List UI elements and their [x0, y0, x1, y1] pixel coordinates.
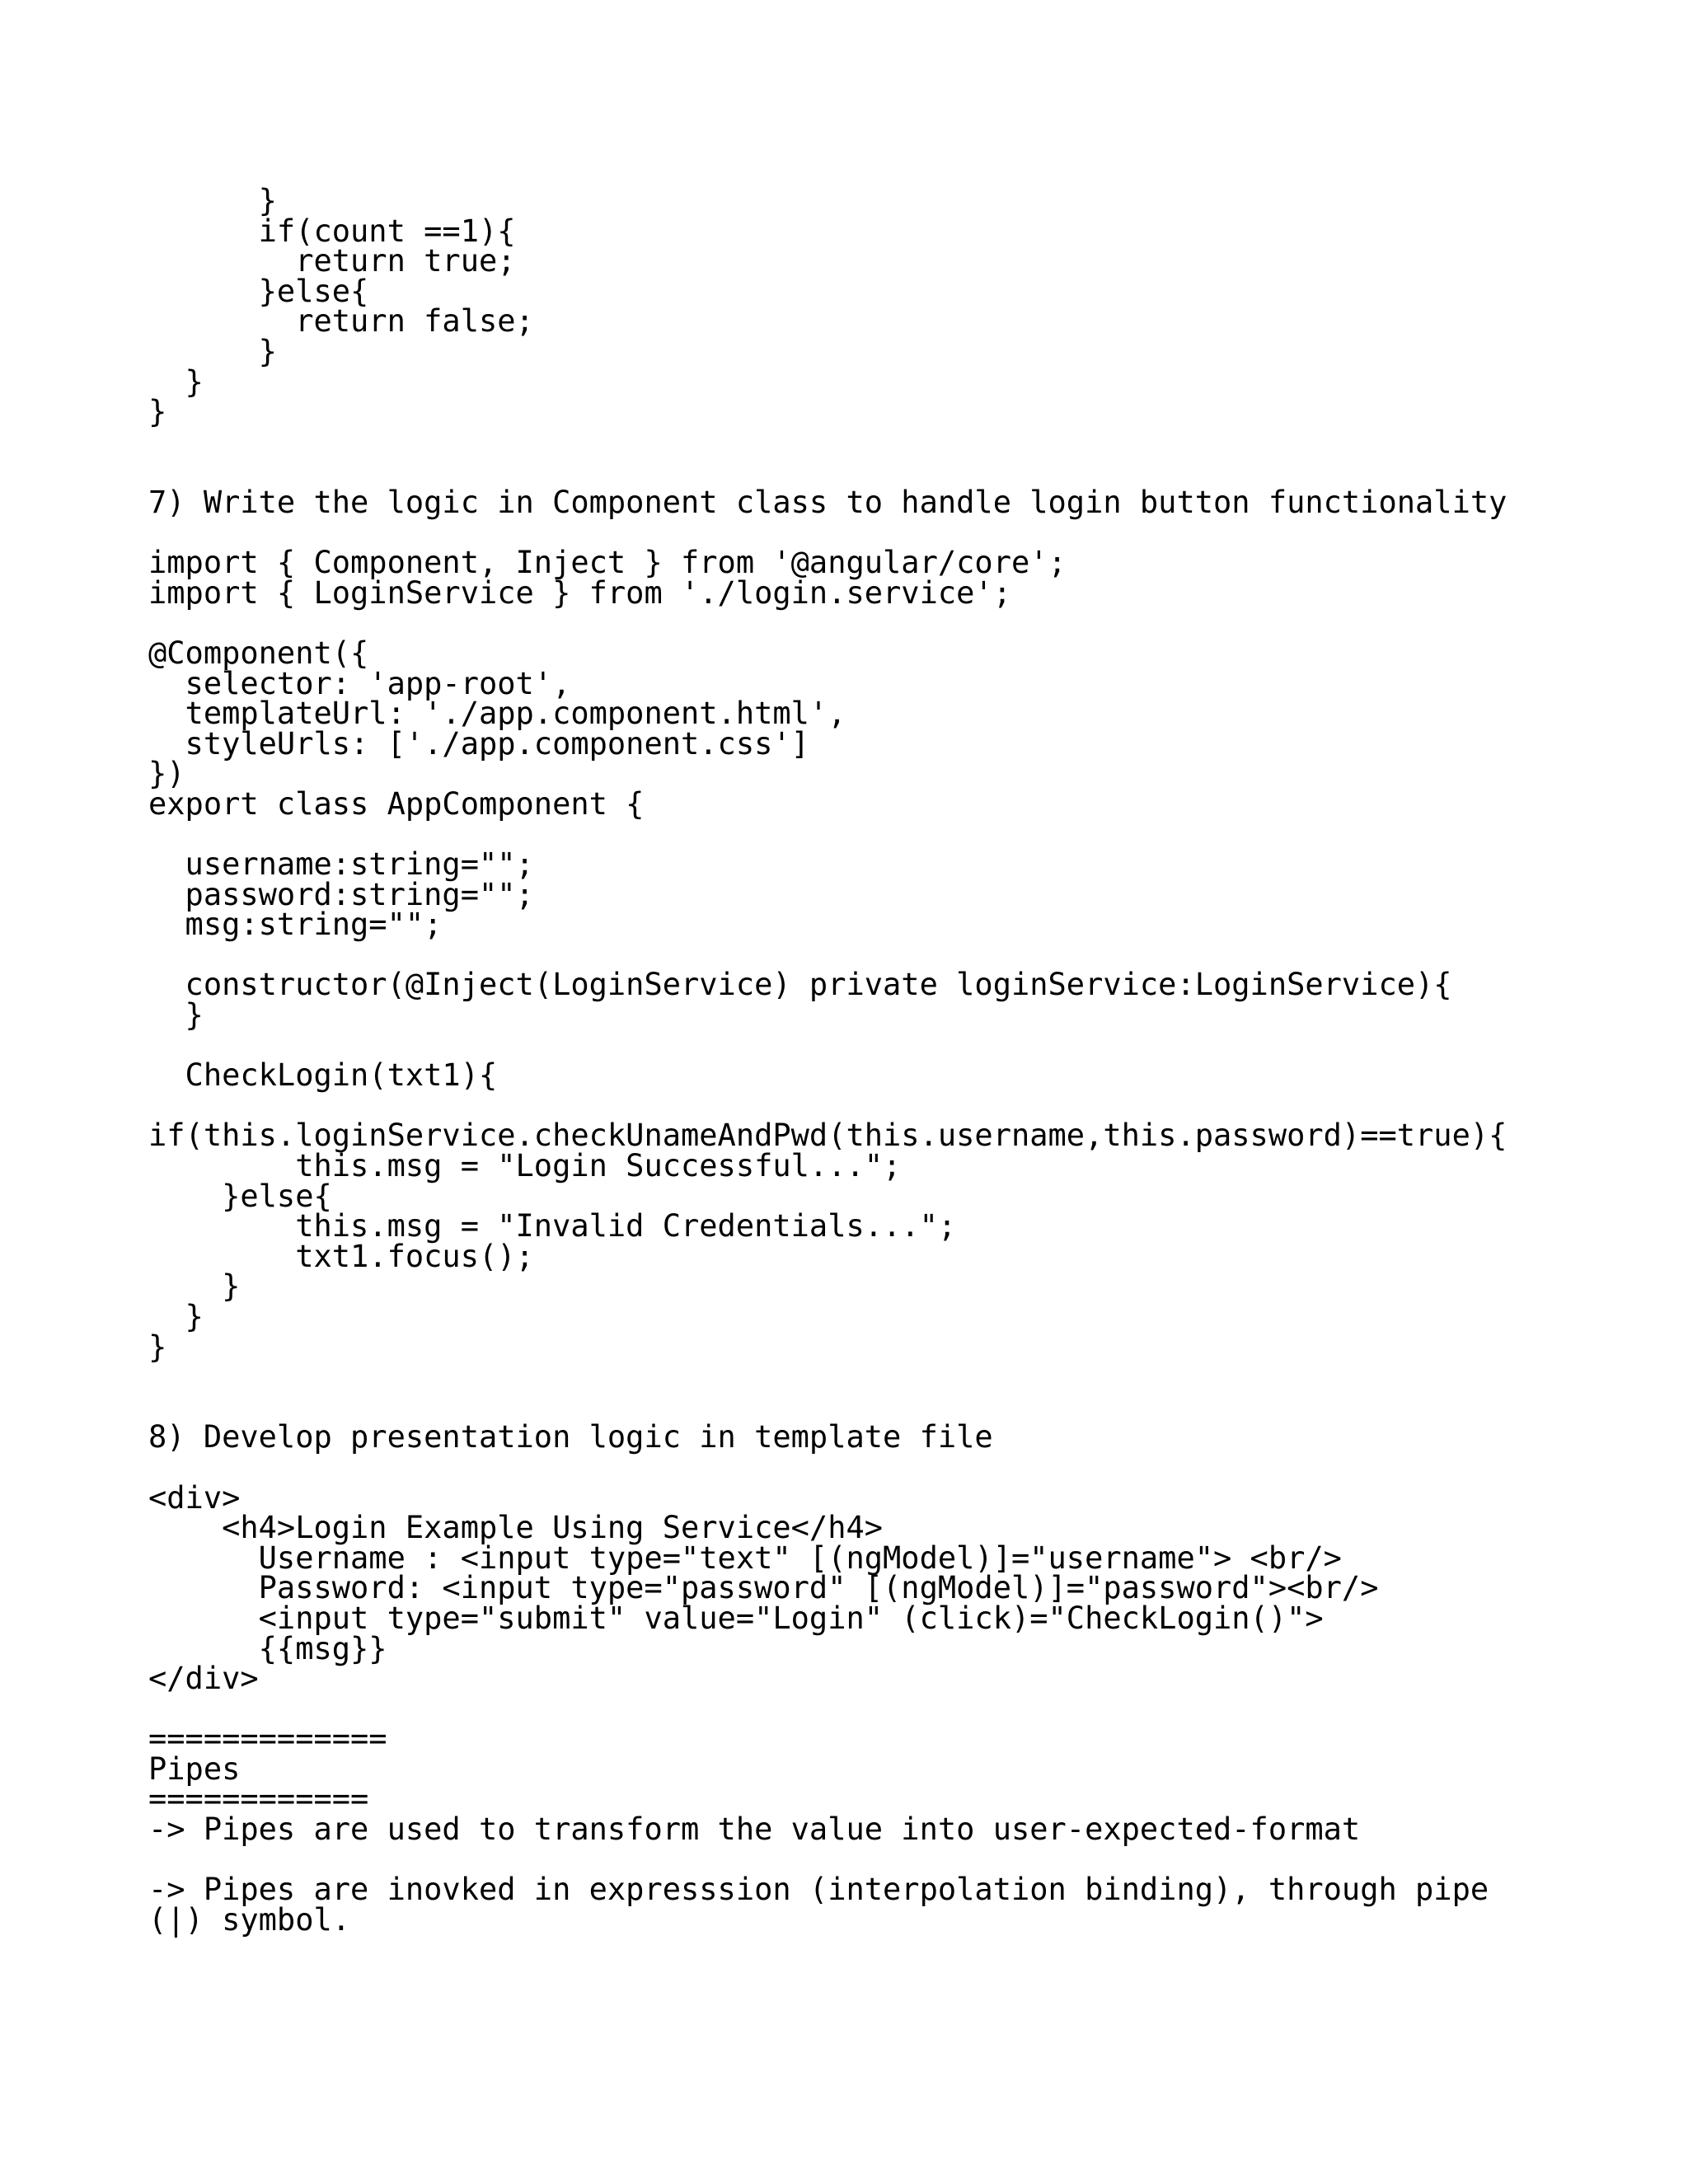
- blank-line: [148, 457, 1566, 488]
- code-line: return true;: [148, 243, 516, 279]
- code-line: txt1.focus();: [148, 1238, 534, 1274]
- divider-line: ============: [148, 1781, 369, 1817]
- blank-line: [148, 1091, 1566, 1122]
- code-line: }: [148, 183, 277, 218]
- code-line: constructor(@Inject(LoginService) private loginService:LoginService){: [148, 967, 1452, 1003]
- section-title-pipes: Pipes: [148, 1750, 241, 1787]
- blank-line: [148, 1453, 1566, 1483]
- code-line: return false;: [148, 303, 534, 340]
- code-line: this.msg = "Invalid Credentials...";: [148, 1208, 957, 1244]
- code-line: <h4>Login Example Using Service</h4>: [148, 1510, 884, 1546]
- blank-line: [148, 1845, 1566, 1876]
- divider-line: =============: [148, 1721, 387, 1757]
- code-line: <input type="submit" value="Login" (click)="CheckLogin()">: [148, 1600, 1324, 1636]
- code-line: {{msg}}: [148, 1630, 387, 1666]
- code-line: @Component({: [148, 635, 369, 671]
- code-line: }: [148, 394, 167, 430]
- code-line: </div>: [148, 1661, 259, 1697]
- code-line: }else{: [148, 273, 369, 309]
- code-line: import { Component, Inject } from '@angular/core';: [148, 545, 1067, 581]
- code-line: export class AppComponent {: [148, 785, 645, 822]
- section-heading-8: 8) Develop presentation logic in template file: [148, 1419, 993, 1455]
- section-heading-7: 7) Write the logic in Component class to handle login button functionality: [148, 484, 1507, 520]
- code-line: }else{: [148, 1178, 332, 1214]
- code-line: if(count ==1){: [148, 213, 516, 249]
- blank-line: [148, 1362, 1566, 1393]
- code-line: }: [148, 1298, 204, 1334]
- text-line: (|) symbol.: [148, 1901, 351, 1938]
- code-line: password:string="";: [148, 876, 534, 912]
- code-line: if(this.loginService.checkUnameAndPwd(this.username,this.password)==true){: [148, 1118, 1507, 1154]
- blank-line: [148, 428, 1566, 458]
- code-line: CheckLogin(txt1){: [148, 1057, 498, 1094]
- code-line: Username : <input type="text" [(ngModel)]="username"> <br/>: [148, 1540, 1342, 1576]
- code-line: Password: <input type="password" [(ngModel)]="password"><br/>: [148, 1570, 1379, 1606]
- blank-line: [148, 940, 1566, 971]
- code-line: }: [148, 333, 277, 369]
- text-line: -> Pipes are used to transform the value into user-expected-format: [148, 1811, 1361, 1848]
- code-line: msg:string="";: [148, 907, 443, 943]
- code-line: username:string="";: [148, 846, 534, 883]
- code-line: import { LoginService } from './login.service';: [148, 574, 1011, 611]
- blank-line: [148, 608, 1566, 639]
- code-line: templateUrl: './app.component.html',: [148, 696, 846, 732]
- text-line: -> Pipes are inovked in expresssion (interpolation binding), through pipe: [148, 1872, 1489, 1908]
- blank-line: [148, 1393, 1566, 1423]
- code-line: styleUrls: ['./app.component.css']: [148, 725, 809, 762]
- blank-line: [148, 819, 1566, 850]
- code-line: }: [148, 1268, 241, 1305]
- code-listing: [148, 183, 1566, 1938]
- code-line: <div>: [148, 1479, 241, 1516]
- code-line: }: [148, 997, 204, 1033]
- blank-line: [148, 1031, 1566, 1062]
- code-line: }): [148, 756, 185, 792]
- code-line: }: [148, 363, 204, 400]
- blank-line: [148, 518, 1566, 549]
- code-line: this.msg = "Login Successful...";: [148, 1148, 902, 1183]
- code-line: }: [148, 1329, 167, 1365]
- blank-line: [148, 1694, 1566, 1725]
- code-line: selector: 'app-root',: [148, 665, 571, 701]
